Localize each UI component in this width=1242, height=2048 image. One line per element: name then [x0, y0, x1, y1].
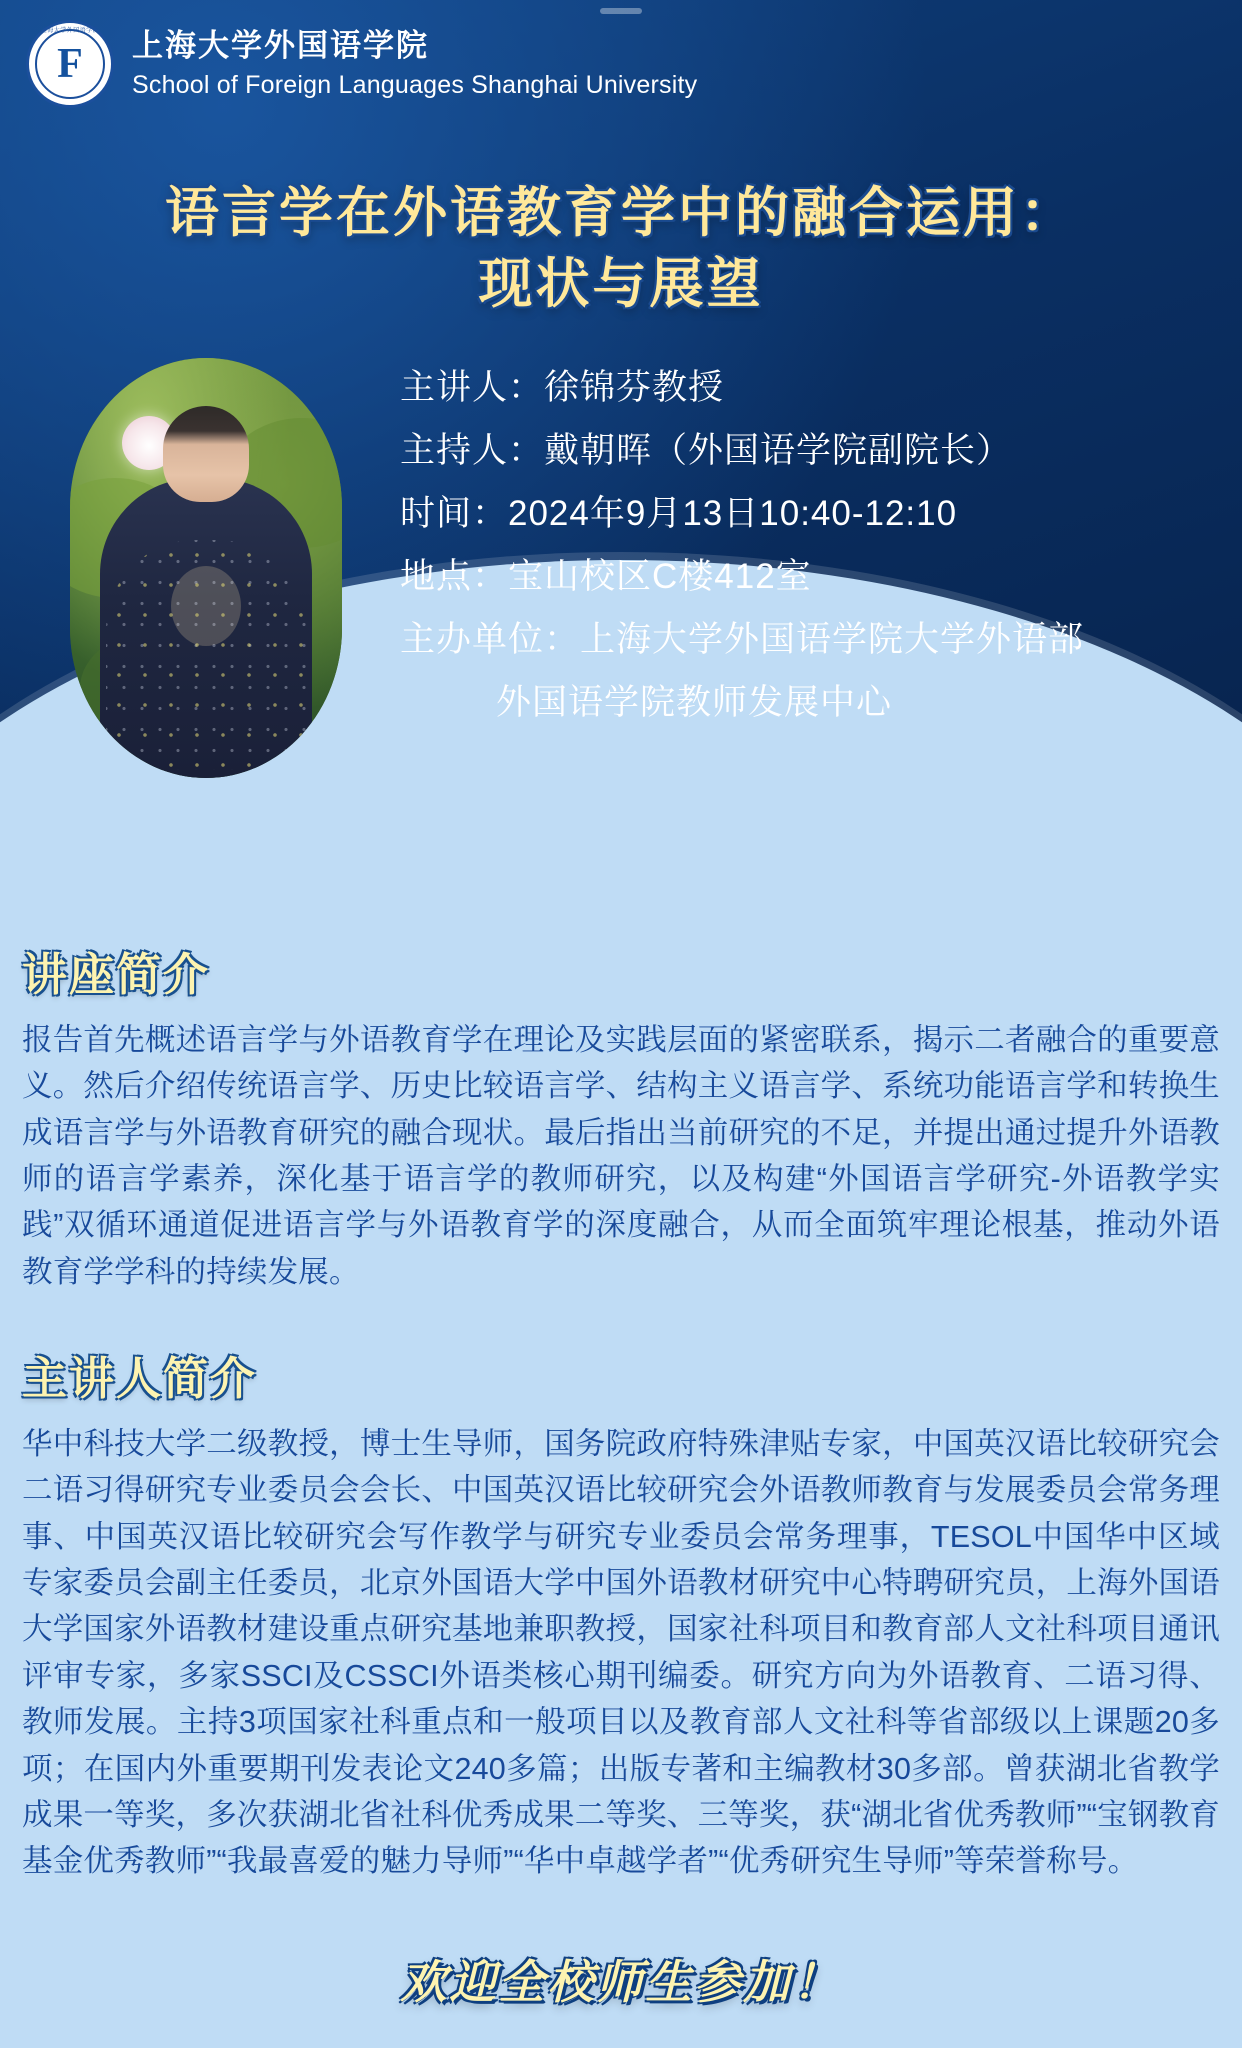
- university-logo-icon: [26, 20, 114, 108]
- event-detail-speaker: 主讲人：徐锦芬教授: [400, 368, 725, 407]
- logo-glyph: F: [57, 41, 83, 87]
- poster-footer: [0, 1946, 1242, 2012]
- status-notch: [600, 8, 642, 14]
- dress-pattern: [106, 540, 306, 770]
- event-detail-organizer-2: 外国语学院教师发展中心: [496, 683, 893, 722]
- school-name-cn: 上海大学外国语学院: [132, 28, 429, 63]
- section-body-lecture-intro: 报告首先概述语言学与外语教育学在理论及实践层面的紧密联系，揭示二者融合的重要意义。然后介绍传统语言学、历史比较语言学、结构主义语言学、系统功能语言学和转换生成语言学与外语教育研究的融合现状。最后指出当前研究的不足，并提出通过提升外语教师的语言学素养，深化基于语言学的教师研究，以及构建“外国语言学研究-外语教学实践”双循环通道促进语言学与外语教育学的深度融合，从而全面筑牢理论根基，推动外语教育学学科的持续发展。: [22, 1023, 1220, 1289]
- page-title: [0, 178, 1242, 321]
- logo-arc-text: 上海大学外国语学院: [40, 28, 100, 34]
- section-heading-lecture-intro: 讲座简介: [22, 950, 211, 1000]
- event-detail-location: 地点：宝山校区C楼412室: [400, 557, 812, 596]
- title-line-1: 语言学在外语教育学中的融合运用：: [165, 183, 1077, 243]
- event-details: [400, 370, 1190, 748]
- school-names: [132, 27, 697, 101]
- school-name-en: School of Foreign Languages Shanghai University: [132, 70, 698, 99]
- poster-header: [26, 20, 697, 108]
- event-detail-time: 时间：2024年9月13日10:40-12:10: [400, 494, 958, 533]
- section-heading-speaker-bio: 主讲人简介: [22, 1354, 258, 1404]
- poster-body: [0, 880, 1242, 2048]
- section-lecture-intro: [0, 938, 1242, 1295]
- event-detail-organizer: 主办单位：上海大学外国语学院大学外语部: [400, 620, 1085, 659]
- section-body-speaker-bio: 华中科技大学二级教授，博士生导师，国务院政府特殊津贴专家，中国英汉语比较研究会二语习得研究专业委员会会长、中国英汉语比较研究会外语教师教育与发展委员会常务理事、中国英汉语比较研究会写作教学与研究专业委员会常务理事，TESOL中国华中区域专家委员会副主任委员，北京外国语大学中国外语教材研究中心特聘研究员，上海外国语大学国家外语教材建设重点研究基地兼职教授，国家社科项目和教育部人文社科项目通讯评审专家，多家SSCI及CSSCI外语类核心期刊编委。研究方向为外语教育、二语习得、教师发展。主持3项国家社科重点和一般项目以及教育部人文社科等省部级以上课题20多项；在国内外重要期刊发表论文240多篇；出版专著和主编教材30多部。曾获湖北省教学成果一等奖，多次获湖北省社科优秀成果二等奖、三等奖，获“湖北省优秀教师”“宝钢教育基金优秀教师”“我最喜爱的魅力导师”“华中卓越学者”“优秀研究生导师”等荣誉称号。: [22, 1427, 1220, 1879]
- footer-invitation-text: 欢迎全校师生参加！: [400, 1957, 842, 2008]
- speaker-portrait: [70, 358, 342, 778]
- title-line-2: 现状与展望: [478, 254, 764, 315]
- event-detail-host: 主持人：戴朝晖（外国语学院副院长）: [400, 431, 1013, 470]
- section-speaker-bio: [0, 1342, 1242, 1885]
